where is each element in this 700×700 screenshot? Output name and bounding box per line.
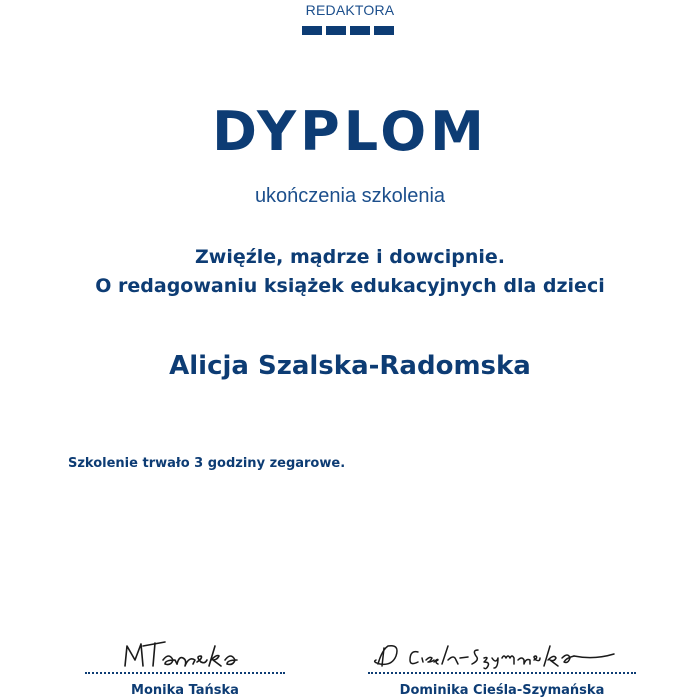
signature-block-right [368, 628, 636, 700]
diploma-subtitle: ukończenia szkolenia [254, 185, 446, 207]
logo-bar [326, 26, 346, 35]
logo-bar [374, 26, 394, 35]
handwritten-signature [85, 628, 285, 672]
diploma-title: DYPLOM [212, 100, 488, 163]
logo-bar [350, 26, 370, 35]
logo-bar [302, 26, 322, 35]
logo-bars [302, 26, 394, 35]
course-title-line-2: O redagowaniu książek edukacyjnych dla dzieci [95, 275, 605, 297]
recipient-name: Alicja Szalska-Radomska [169, 351, 531, 381]
signature-line [85, 672, 285, 674]
logo [300, 0, 400, 40]
handwritten-signature [368, 628, 636, 672]
signatory-name: Dominika Cieśla-Szymańska [399, 683, 605, 698]
course-title [0, 243, 700, 301]
course-title-line-1: Zwięźle, mądrze i dowcipnie. [194, 246, 506, 268]
training-duration: Szkolenie trwało 3 godziny zegarowe. [68, 456, 346, 471]
signatory-name: Monika Tańska [131, 683, 239, 698]
signature-line [368, 672, 636, 674]
signature-block-left [85, 628, 285, 700]
logo-text: REDAKTORA [305, 2, 395, 18]
